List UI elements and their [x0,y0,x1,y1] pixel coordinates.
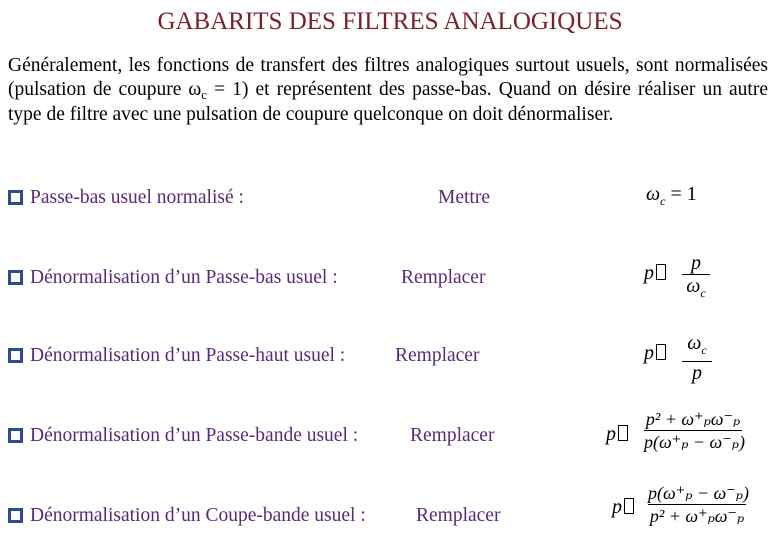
page-title: GABARITS DES FILTRES ANALOGIQUES [157,8,623,35]
arrow-glyph-icon [624,498,634,514]
row-action: Remplacer [416,505,501,526]
checkbox-bullet-icon [8,428,23,443]
arrow-glyph-icon [656,344,666,360]
checkbox-bullet-icon [8,190,23,205]
intro-paragraph [8,54,768,127]
formula-fraction: p $\omega_c$ [682,252,710,304]
omega-subscript: c [201,87,208,102]
formula-p-symbol: p [612,496,634,519]
row-action: Mettre [438,187,490,208]
formula-fraction: p² + ω⁺ₚω⁻ₚ p(ω⁺ₚ − ω⁻ₚ) [644,409,745,452]
intro-text-1: Généralement, les fonctions de transfert des filtres analogiques surtout usuels, sont normalisées (pulsation de coupure [8,55,768,100]
row-passe-bande-denorm [8,422,358,450]
row-action: Remplacer [395,345,480,366]
intro-text-2: = 1) et représentent des passe-bas. Quand on désire réaliser un autre type de filtre avec une pulsation de coupure quelconque on doit dénormaliser. [8,79,768,125]
row-passe-bas-denorm [8,264,338,292]
row-coupe-bande-denorm [8,502,366,530]
formula-fraction: p(ω⁺ₚ − ω⁻ₚ) p² + ω⁺ₚω⁻ₚ [648,483,749,526]
row-label: Dénormalisation d’un Coupe-bande usuel : [30,505,366,526]
arrow-glyph-icon [656,264,666,280]
checkbox-bullet-icon [8,270,23,285]
checkbox-bullet-icon [8,348,23,363]
row-action: Remplacer [401,267,486,288]
row-passe-bas-normalise [8,184,244,212]
formula-p-symbol: p [644,342,666,365]
formula-wc-equals-1: $\omega_c = 1$ [646,183,697,208]
arrow-glyph-icon [618,425,628,441]
row-label: Dénormalisation d’un Passe-bas usuel : [30,267,338,288]
formula-fraction: $\omega_c$ p [682,332,712,384]
row-label: Dénormalisation d’un Passe-bande usuel : [30,425,359,446]
row-action: Remplacer [410,425,495,446]
formula-p-symbol: p [644,262,666,285]
omega-symbol: ω [188,79,202,100]
checkbox-bullet-icon [8,508,23,523]
row-label: Dénormalisation d’un Passe-haut usuel : [30,345,346,366]
formula-p-symbol: p [606,423,628,446]
row-passe-haut-denorm [8,342,345,370]
row-label: Passe-bas usuel normalisé : [30,187,244,208]
